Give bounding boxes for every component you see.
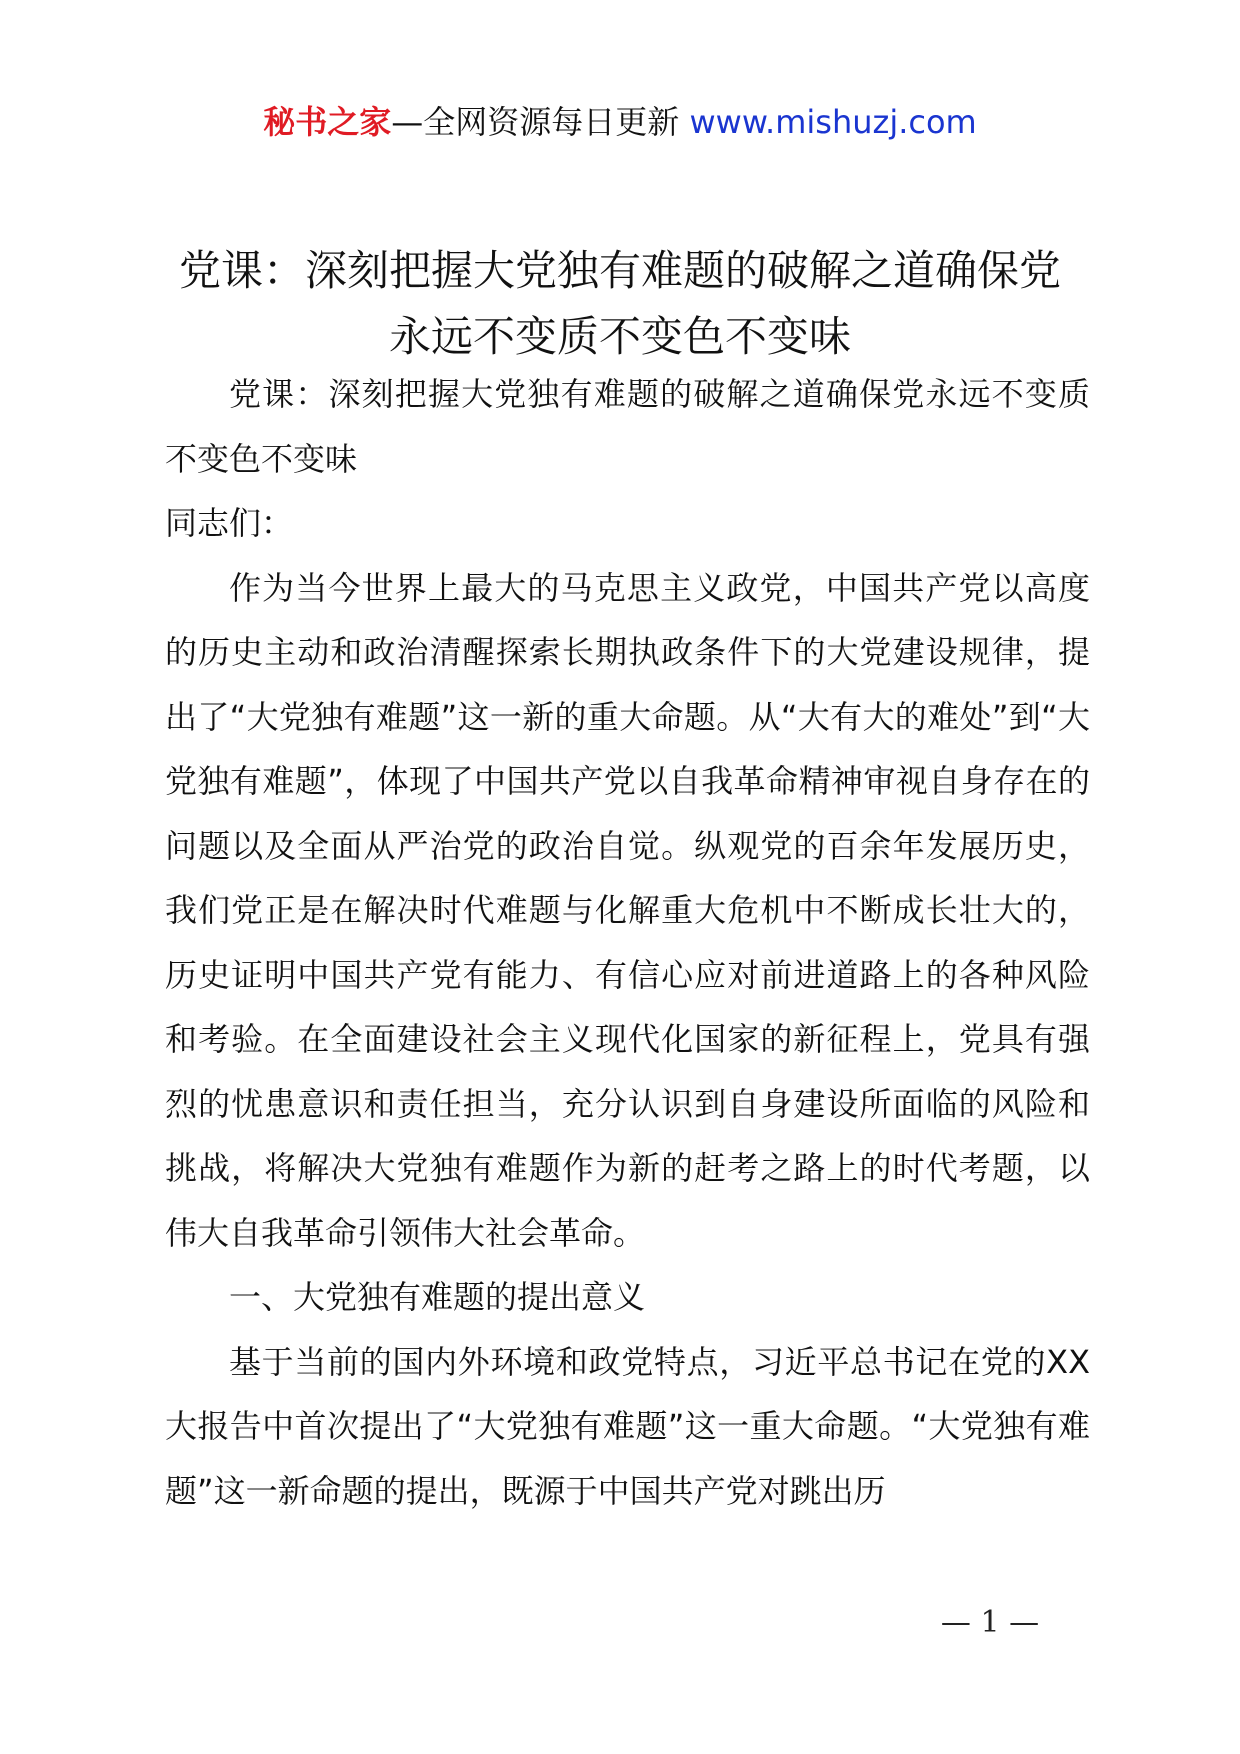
salutation: 同志们： [165, 504, 294, 542]
site-header [0, 100, 1240, 144]
header-tagline: —全网资源每日更新 [391, 103, 690, 141]
section-heading: 一、大党独有难题的提出意义 [229, 1278, 646, 1316]
page-number: — 1 — [940, 1605, 1040, 1640]
paragraph: 作为当今世界上最大的马克思主义政党，中国共产党以高度的历史主动和政治清醒探索长期执政条件下的大党建设规律，提出了“大党独有难题”这一新的重大命题。从“大有大的难处”到“大党独有难题”，体现了中国共产党以自我革命精神审视自身存在的问题以及全面从严治党的政治自觉。纵观党的百余年发展历史，我们党正是在解决时代难题与化解重大危机中不断成长壮大的，历史证明中国共产党有能力、有信心应对前进道路上的各种风险和考验。在全面建设社会主义现代化国家的新征程上，党具有强烈的忧患意识和责任担当，充分认识到自身建设所面临的风险和挑战，将解决大党独有难题作为新的赶考之路上的时代考题，以伟大自我革命引领伟大社会革命。 [165, 568, 1090, 1252]
document-title: 党课：深刻把握大党独有难题的破解之道确保党永远不变质不变色不变味 [178, 246, 1061, 361]
brand-name: 秘书之家 [263, 103, 392, 141]
site-url: www.mishuzj.com [689, 103, 977, 141]
paragraph: 基于当前的国内外环境和政党特点，习近平总书记在党的XX大报告中首次提出了“大党独有难题”这一重大命题。“大党独有难题”这一新命题的提出，既源于中国共产党对跳出历 [165, 1342, 1090, 1510]
document-subtitle: 党课：深刻把握大党独有难题的破解之道确保党永远不变质不变色不变味 [165, 375, 1090, 478]
document-body [165, 362, 1090, 1523]
